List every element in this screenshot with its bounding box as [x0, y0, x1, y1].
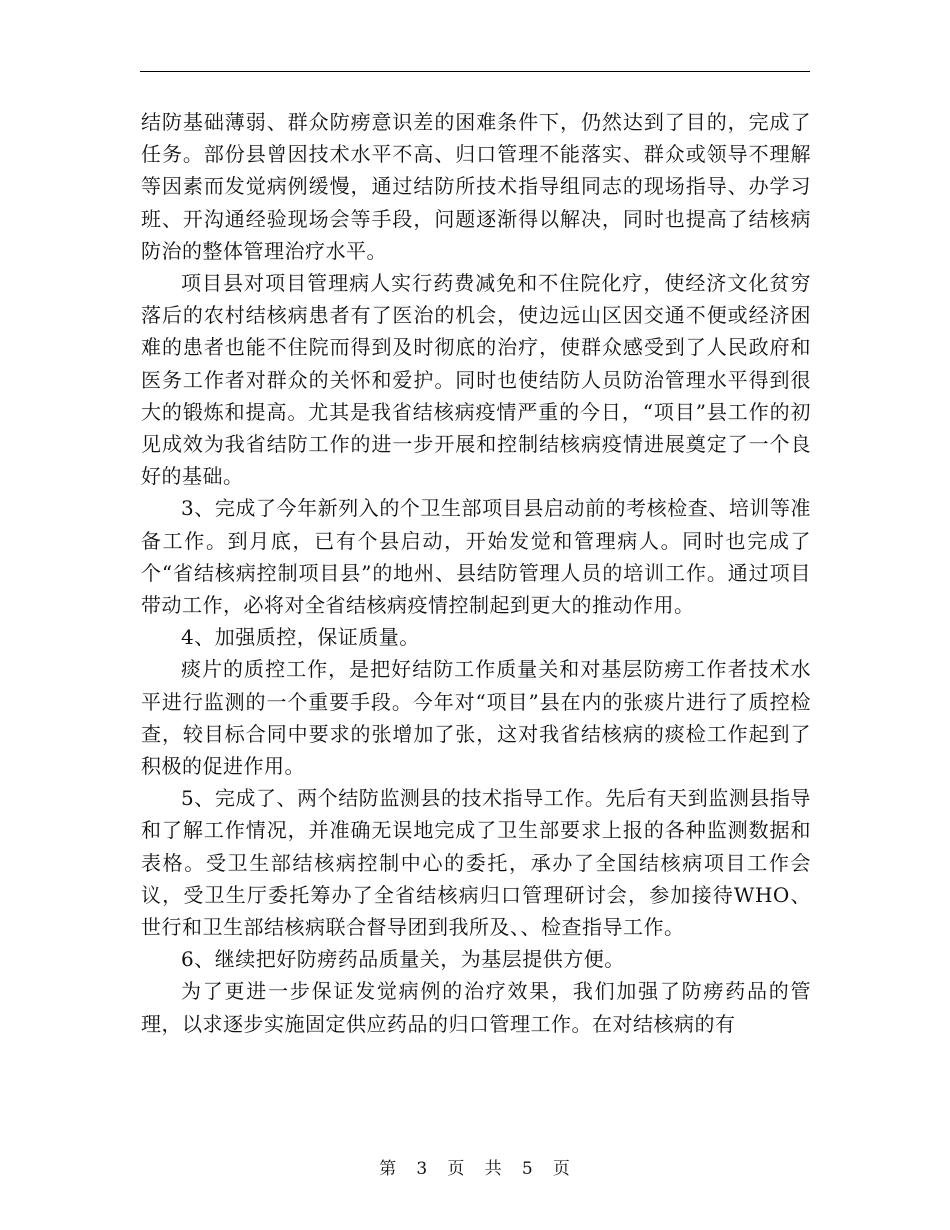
footer-total-suffix: 页 — [552, 1159, 571, 1179]
paragraph-continuation: 结防基础薄弱、群众防痨意识差的困难条件下，仍然达到了目的，完成了任务。部份县曾因技术水平不高、归口管理不能落实、群众或领导不理解等因素而发觉病例缓慢，通过结防所技术指导组同志的现场指导、办学习班、开沟通经验现场会等手段，问题逐渐得以解决，同时也提高了结核病防治的整体管理治疗水平。 — [141, 110, 811, 263]
header-rule — [140, 71, 810, 72]
section-heading: 6、继续把好防痨药品质量关，为基层提供方便。 — [181, 947, 625, 972]
document-body — [141, 106, 811, 1040]
current-page-number: 3 — [416, 1159, 429, 1179]
footer-prefix: 第 — [379, 1159, 398, 1179]
page-footer — [0, 1154, 950, 1179]
paragraph: 痰片的质控工作，是把好结防工作质量关和对基层防痨工作者技术水平进行监测的一个重要手段。今年对“项目”县在内的张痰片进行了质控检查，较目标合同中要求的张增加了张，这对我省结核病的痰检工作起到了积极的促进作用。 — [141, 657, 811, 779]
paragraph: 3、完成了今年新列入的个卫生部项目县启动前的考核检查、培训等准备工作。到月底，已有个县启动，开始发觉和管理病人。同时也完成了个“省结核病控制项目县”的地州、县结防管理人员的培训工作。通过项目带动工作，必将对全省结核病疫情控制起到更大的推动作用。 — [141, 496, 811, 618]
footer-page-char: 页 — [447, 1159, 466, 1179]
paragraph: 为了更进一步保证发觉病例的治疗效果，我们加强了防痨药品的管理，以求逐步实施固定供应药品的归口管理工作。在对结核病的有 — [141, 979, 811, 1036]
paragraph: 5、完成了、两个结防监测县的技术指导工作。先后有天到监测县指导和了解工作情况，并准确无误地完成了卫生部要求上报的各种监测数据和表格。受卫生部结核病控制中心的委托，承办了全国结核病项目工作会议，受卫生厅委托筹办了全省结核病归口管理研讨会，参加接待WHO、世行和卫生部结核病联合督导团到我所及、、检查指导工作。 — [141, 786, 811, 940]
paragraph: 项目县对项目管理病人实行药费减免和不住院化疗，使经济文化贫穷落后的农村结核病患者有了医治的机会，使边远山区因交通不便或经济困难的患者也能不住院而得到及时彻底的治疗，使群众感受到了人民政府和医务工作者对群众的关怀和爱护。同时也使结防人员防治管理水平得到很大的锻炼和提高。尤其是我省结核病疫情严重的今日，“项目”县工作的初见成效为我省结防工作的进一步开展和控制结核病疫情进展奠定了一个良好的基础。 — [141, 271, 811, 489]
total-pages-number: 5 — [521, 1159, 534, 1179]
section-heading: 4、加强质控，保证质量。 — [181, 625, 420, 650]
footer-total-prefix: 共 — [484, 1159, 503, 1179]
